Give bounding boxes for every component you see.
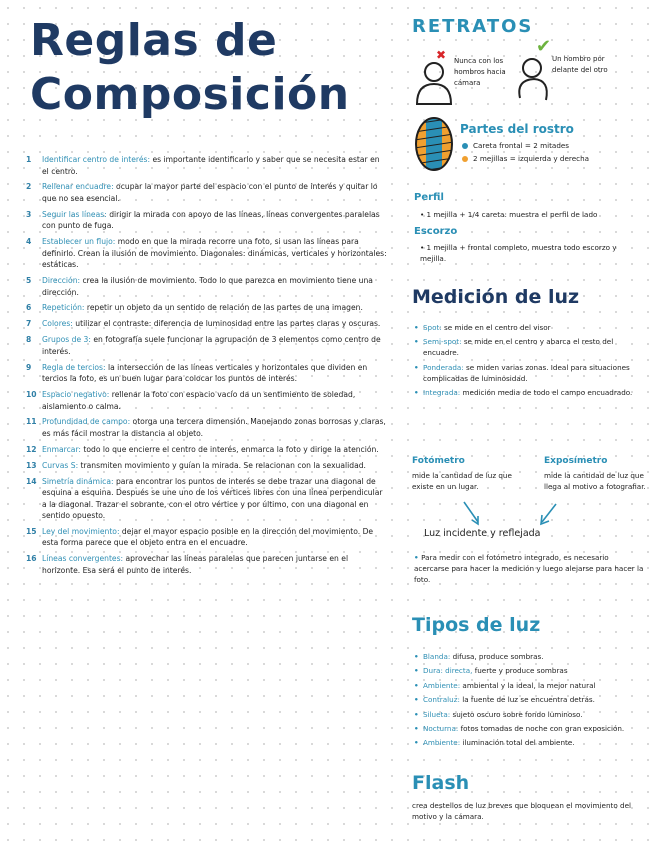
rostro-legend-label: Careta frontal = 2 mitades bbox=[473, 141, 570, 150]
medicion-item-text bbox=[423, 387, 644, 398]
tipos-heading: Tipos de luz bbox=[412, 614, 541, 636]
rule-item bbox=[26, 416, 388, 439]
escorzo-text: • 1 mejilla + frontal completo, muestra todo escorzo y mejilla. bbox=[420, 243, 617, 263]
tipos-term: Silueta: bbox=[423, 709, 451, 719]
rule-description: modo en que la mirada recorre una foto, si usan las líneas para definirlo. Crean la ilusión de movimiento. Diagonales: dinámicas, verticales y horizontales: estáticas. bbox=[42, 237, 387, 270]
medicion-item-text bbox=[423, 322, 644, 333]
medicion-term: Spot: bbox=[423, 323, 442, 332]
bullet-icon: • bbox=[414, 723, 419, 733]
rule-number: 2 bbox=[26, 182, 32, 192]
tipos-item bbox=[414, 723, 646, 734]
rule-item bbox=[26, 181, 388, 204]
rule-number: 7 bbox=[26, 319, 32, 329]
tipos-item-text bbox=[423, 651, 646, 662]
rule-item bbox=[26, 476, 388, 522]
fotometro-note: • Para medir con el fotómetro integrado, es necesario acercarse para hacer la medición y luego alejarse para hacer la foto. bbox=[414, 553, 644, 584]
tipos-item-text bbox=[423, 694, 646, 705]
medicion-item-text bbox=[423, 336, 644, 358]
tipos-term: Blanda: bbox=[423, 652, 451, 661]
retratos-heading: RETRATOS bbox=[412, 16, 534, 37]
rostro-legend bbox=[462, 140, 642, 166]
tipos-description: ambiental y la ideal, la mejor natural bbox=[460, 680, 596, 690]
legend-dot-icon bbox=[462, 143, 468, 149]
rule-number: 10 bbox=[26, 390, 37, 400]
rule-term: Identificar centro de interés: bbox=[42, 155, 151, 164]
rule-text bbox=[42, 476, 388, 522]
bullet-icon: • bbox=[414, 323, 419, 332]
tipos-description: sujeto oscuro sobre fondo luminoso. bbox=[450, 709, 583, 719]
rule-term: Profundidad de campo: bbox=[42, 417, 131, 427]
rule-text bbox=[42, 553, 388, 576]
tipos-description: fuerte y produce sombras bbox=[472, 666, 568, 676]
rule-text bbox=[42, 460, 388, 472]
good-mark-icon: ✔ bbox=[536, 36, 552, 57]
rule-term: Dirección: bbox=[42, 276, 81, 286]
rule-item bbox=[26, 209, 388, 232]
rule-description: dirigir la mirada con apoyo de las líneas, líneas convergentes paralelas con punto de fuga. bbox=[42, 209, 380, 231]
perfil-heading: Perfil bbox=[414, 192, 444, 203]
rule-item bbox=[26, 389, 388, 412]
tipos-item-text bbox=[423, 665, 646, 676]
retratos-good-text: Un hombro por delante del otro bbox=[552, 55, 608, 74]
flash-heading: Flash bbox=[412, 772, 470, 794]
title-line-1: Reglas de bbox=[30, 15, 278, 66]
rule-number: 12 bbox=[26, 444, 37, 454]
medicion-item bbox=[414, 336, 644, 358]
rule-item bbox=[26, 275, 388, 298]
bullet-icon: • bbox=[414, 388, 419, 398]
medicion-item bbox=[414, 322, 644, 333]
rule-item bbox=[26, 526, 388, 549]
legend-dot-icon bbox=[462, 156, 468, 162]
perfil-bullet: • bbox=[420, 210, 427, 219]
rule-description: la intersección de las líneas verticales y horizontales que dividen en tercios la foto, es un buen lugar para colocar los puntos de interés. bbox=[42, 362, 368, 384]
retratos-bad-text: Nunca con los hombros hacia cámara bbox=[454, 57, 506, 87]
page-title bbox=[30, 14, 350, 122]
rule-text bbox=[42, 275, 388, 298]
tipos-item-text bbox=[423, 680, 646, 691]
rule-item bbox=[26, 444, 388, 456]
medicion-item bbox=[414, 387, 644, 398]
note-bullet: • bbox=[414, 553, 422, 562]
medicion-term: Integrada: bbox=[423, 388, 461, 398]
tipos-item-text bbox=[423, 709, 646, 720]
rule-description: dejar el mayor espacio posible en la dirección del movimiento. De esta forma parece que el objeto entra en el encuadre. bbox=[42, 526, 374, 548]
tipos-item bbox=[414, 737, 646, 748]
rule-number: 6 bbox=[26, 303, 32, 313]
rule-item bbox=[26, 553, 388, 576]
medicion-description: se mide en el centro del visor bbox=[441, 323, 551, 332]
rule-number: 13 bbox=[26, 460, 37, 470]
rule-description: transmiten movimiento y guían la mirada. Se relacionan con la sexualidad. bbox=[78, 460, 366, 470]
exposimetro-heading: Exposímetro bbox=[544, 456, 608, 466]
tipos-description: fotos tomadas de noche con gran exposición. bbox=[458, 723, 625, 733]
tipos-term: Dura: directa, bbox=[423, 666, 473, 676]
medicion-description: se mide en el centro y abarca el resto del encuadre. bbox=[423, 337, 614, 358]
medicion-heading: Medición de luz bbox=[412, 286, 580, 308]
exposimetro-text: mide la cantidad de luz que llega al motivo a fotografiar. bbox=[544, 471, 646, 491]
rule-text bbox=[42, 416, 388, 439]
rule-item bbox=[26, 154, 388, 177]
rule-term: Espacio negativo: bbox=[42, 390, 110, 400]
tipos-description: difusa, produce sombras. bbox=[450, 652, 544, 661]
rostro-legend-label: 2 mejillas = izquierda y derecha bbox=[473, 154, 590, 163]
rule-term: Curvas S: bbox=[42, 460, 79, 470]
rule-text bbox=[42, 236, 388, 271]
rule-description: otorga una tercera dimensión. Manejando zonas borrosas y claras, es más fácil mostrar la distancia al objeto. bbox=[42, 417, 386, 438]
rule-number: 14 bbox=[26, 476, 37, 486]
rule-text bbox=[42, 526, 388, 549]
tipos-item bbox=[414, 680, 646, 691]
rule-description: aprovechar las líneas paralelas que parecen juntarse en el horizonte. Esa será el punto de interés. bbox=[42, 554, 349, 575]
rule-term: Ley del movimiento: bbox=[42, 526, 120, 536]
flash-text: crea destellos de luz breves que bloquean el movimiento del motivo y la cámara. bbox=[412, 801, 631, 821]
rule-number: 11 bbox=[26, 417, 37, 427]
fotometro-heading: Fotómetro bbox=[412, 456, 465, 466]
bullet-icon: • bbox=[414, 709, 419, 719]
tipos-item bbox=[414, 709, 646, 720]
rule-description: ocupar la mayor parte del espacio con el punto de interés y quitar lo que no sea esencial. bbox=[42, 182, 378, 203]
tipos-term: Nocturna: bbox=[423, 723, 459, 733]
rule-number: 3 bbox=[26, 209, 32, 219]
tipos-term: Contraluz: bbox=[423, 695, 460, 705]
rostro-legend-item bbox=[462, 140, 642, 151]
person-side-icon bbox=[514, 56, 554, 102]
rostro-heading: Partes del rostro bbox=[460, 122, 574, 136]
rule-term: Colores: bbox=[42, 319, 73, 329]
rule-number: 9 bbox=[26, 362, 32, 372]
face-diagram-icon bbox=[414, 116, 454, 172]
rule-number: 8 bbox=[26, 335, 32, 345]
rule-term: Repetición: bbox=[42, 303, 85, 313]
bullet-icon: • bbox=[414, 738, 419, 748]
rule-description: repetir un objeto da un sentido de relación de las partes de una imagen. bbox=[84, 303, 363, 313]
rule-term: Líneas convergentes: bbox=[42, 554, 124, 564]
rule-text bbox=[42, 444, 388, 456]
bullet-icon: • bbox=[414, 666, 419, 676]
tipos-description: iluminación total del ambiente. bbox=[460, 738, 575, 748]
rule-term: Establecer un flujo: bbox=[42, 237, 116, 247]
bullet-icon: • bbox=[414, 695, 419, 705]
rule-number: 1 bbox=[26, 155, 32, 164]
rule-text bbox=[42, 181, 388, 204]
rule-term: Grupos de 3: bbox=[42, 335, 91, 345]
bullet-icon: • bbox=[414, 362, 419, 372]
rule-item bbox=[26, 460, 388, 472]
rule-description: crea la ilusión de movimiento. Todo lo que parezca en movimiento tiene una dirección. bbox=[42, 276, 373, 297]
tipos-item bbox=[414, 651, 646, 662]
bullet-icon: • bbox=[414, 652, 419, 661]
rule-description: en fotografía suele funcionar la agrupación de 3 elementos como centro de interés. bbox=[42, 335, 381, 356]
bullet-icon: • bbox=[414, 337, 419, 347]
bullet-icon: • bbox=[414, 680, 419, 690]
rules-list bbox=[26, 154, 388, 581]
rule-term: Regla de tercios: bbox=[42, 362, 106, 372]
rule-term: Seguir las líneas: bbox=[42, 209, 107, 219]
rule-text bbox=[42, 302, 388, 314]
rule-term: Enmarcar: bbox=[42, 444, 81, 454]
tipos-item bbox=[414, 665, 646, 676]
rule-item bbox=[26, 318, 388, 330]
medicion-term: Ponderada: bbox=[423, 362, 464, 372]
tipos-term: Ambiente: bbox=[423, 738, 461, 748]
rule-description: para encontrar los puntos de interés se debe trazar una diagonal de esquina a esquina. Después se une uno de los vértices libres con una línea perpendicular a la diagonal. Trazar el sobrante, con el otro vértice y por último, con una diagonal en sentido opuesto. bbox=[42, 476, 383, 521]
rule-description: es importante identificarlo y saber que se necesita estar en el centro. bbox=[42, 155, 380, 176]
rule-text bbox=[42, 154, 388, 177]
rule-item bbox=[26, 334, 388, 357]
rule-description: todo lo que encierre el centro de interés, enmarca la foto y dirige la atención. bbox=[81, 444, 379, 454]
rule-text bbox=[42, 209, 388, 232]
fotometro-text: mide la cantidad de luz que existe en un lugar. bbox=[412, 471, 512, 491]
rule-number: 16 bbox=[26, 554, 37, 564]
tipos-description: la fuente de luz se encuentra detrás. bbox=[459, 695, 595, 705]
rule-term: Simetría dinámica: bbox=[42, 476, 114, 486]
title-line-2: Composición bbox=[30, 69, 350, 120]
luz-tipos-label: Luz incidente y reflejada bbox=[424, 528, 541, 539]
rule-item bbox=[26, 362, 388, 385]
rule-number: 5 bbox=[26, 276, 32, 286]
medicion-description: medición media de todo el campo encuadrado. bbox=[460, 388, 633, 398]
bad-mark-icon: ✖ bbox=[436, 48, 447, 62]
tipos-term: Ambiente: bbox=[423, 680, 461, 690]
escorzo-heading: Escorzo bbox=[414, 226, 458, 237]
rule-description: utilizar el contraste: diferencia de luminosidad entre las partes claras y oscuras. bbox=[72, 319, 381, 329]
rule-text bbox=[42, 362, 388, 385]
medicion-description: se miden varias zonas. Ideal para situaciones complicadas de luminosidad. bbox=[423, 362, 630, 383]
rule-text bbox=[42, 389, 388, 412]
tipos-item bbox=[414, 694, 646, 705]
perfil-text: • 1 mejilla + 1/4 careta: muestra el perfil de lado bbox=[420, 210, 598, 219]
tipos-list bbox=[414, 651, 646, 752]
medicion-item bbox=[414, 362, 644, 384]
rule-description: rellenar la foto con espacio vacío da un sentimiento de soledad, aislamiento o calma. bbox=[42, 390, 356, 411]
escorzo-bullet: • bbox=[420, 243, 427, 252]
rule-term: Rellenar encuadre: bbox=[42, 182, 114, 192]
rule-item bbox=[26, 236, 388, 271]
tipos-item-text bbox=[423, 737, 646, 748]
person-front-icon bbox=[414, 60, 454, 106]
rule-item bbox=[26, 302, 388, 314]
medicion-term: Semi-spot: bbox=[423, 337, 462, 347]
rule-number: 4 bbox=[26, 237, 32, 247]
medicion-item-text bbox=[423, 362, 644, 384]
rule-text bbox=[42, 334, 388, 357]
rule-text bbox=[42, 318, 388, 330]
medicion-list bbox=[414, 322, 644, 402]
arrows-icon bbox=[460, 500, 580, 528]
rule-number: 15 bbox=[26, 526, 37, 536]
rostro-legend-item bbox=[462, 153, 642, 164]
tipos-item-text bbox=[423, 723, 646, 734]
